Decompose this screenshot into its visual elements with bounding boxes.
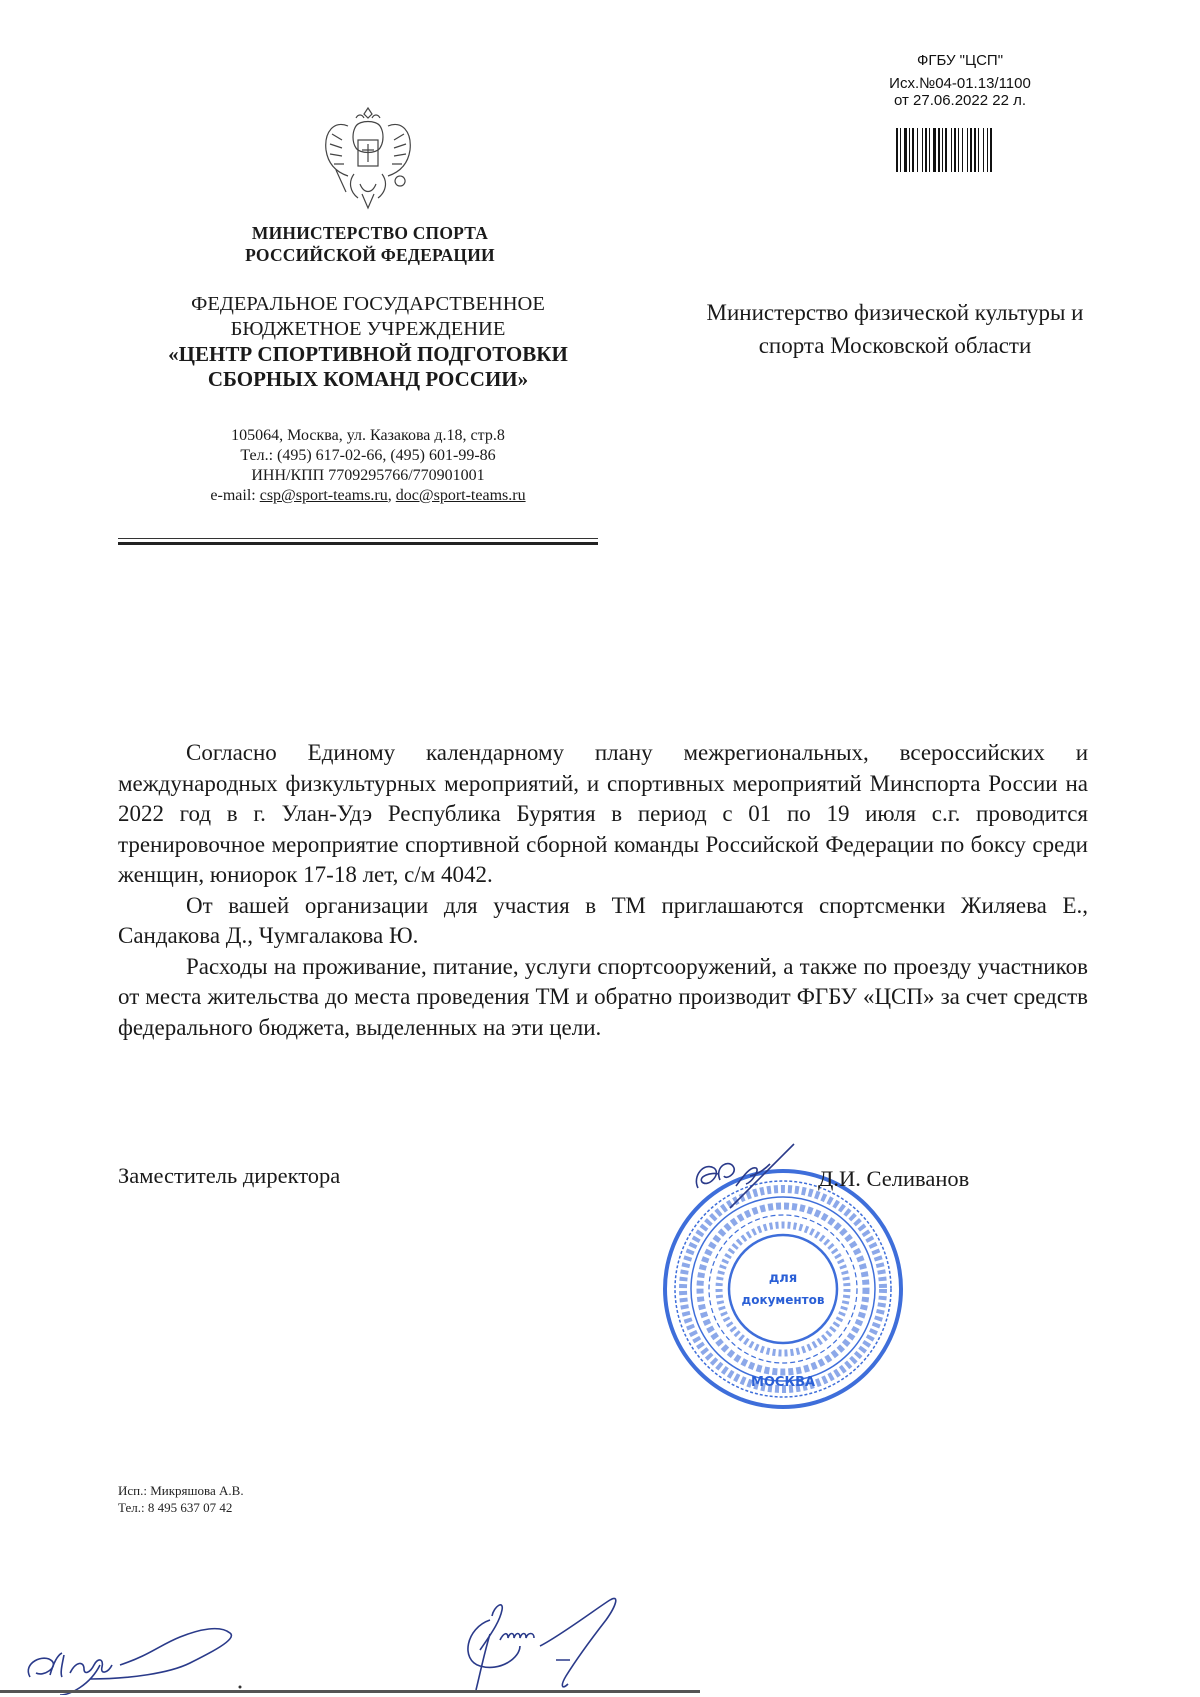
barcode-bar	[958, 128, 959, 172]
institution-name-line-1: «ЦЕНТР СПОРТИВНОЙ ПОДГОТОВКИ	[168, 342, 568, 366]
ministry-heading	[140, 222, 600, 266]
barcode-bar	[990, 128, 992, 172]
coat-of-arms-icon	[318, 104, 418, 216]
executor-block	[118, 1482, 244, 1516]
barcode	[896, 128, 1044, 172]
email-separator: ,	[387, 487, 392, 504]
registration-block	[860, 52, 1060, 109]
email-line	[118, 486, 618, 506]
barcode-bar	[909, 128, 910, 172]
handwritten-signature	[690, 1140, 800, 1210]
institution-line-2: БЮДЖЕТНОЕ УЧРЕЖДЕНИЕ	[230, 318, 506, 340]
bottom-divider	[0, 1690, 700, 1693]
institution-name-line-2: СБОРНЫХ КОМАНД РОССИИ»	[207, 367, 529, 391]
outgoing-number: Исх.№04-01.13/1100	[889, 75, 1031, 92]
bottom-signature-left	[20, 1625, 270, 1695]
institution-line-1: ФЕДЕРАЛЬНОЕ ГОСУДАРСТВЕННОЕ	[191, 293, 545, 315]
executor-name: Исп.: Микряшова А.В.	[118, 1483, 244, 1498]
barcode-bar	[978, 128, 979, 172]
barcode-bar	[967, 128, 968, 172]
recipient-line-1: Министерство физической культуры и	[706, 300, 1084, 325]
recipient-block	[650, 296, 1140, 362]
barcode-bar	[929, 128, 930, 172]
barcode-bar	[922, 128, 923, 172]
email-link-doc[interactable]: doc@sport-teams.ru	[395, 487, 526, 504]
stamp-center-text-2: документов	[741, 1293, 825, 1307]
barcode-bar	[925, 128, 927, 172]
body-paragraph: Расходы на проживание, питание, услуги спортсооружений, а также по проезду участников от места жительства до места проведения ТМ и обратно производит ФГБУ «ЦСП» за счет средств федерального бюджета, выделенных на эти цели.	[118, 953, 1088, 1040]
barcode-bar	[896, 128, 898, 172]
barcode-bar	[954, 128, 956, 172]
phones: Тел.: (495) 617-02-66, (495) 601-99-86	[240, 447, 496, 464]
email-label: e-mail:	[210, 487, 256, 504]
signer-title: Заместитель директора	[118, 1163, 341, 1188]
barcode-bar	[938, 128, 940, 172]
barcode-bar	[970, 128, 972, 172]
bottom-signature-right	[430, 1590, 660, 1695]
ministry-line-2: РОССИЙСКОЙ ФЕДЕРАЦИИ	[245, 245, 495, 265]
barcode-bar	[904, 128, 907, 172]
barcode-bar	[942, 128, 943, 172]
barcode-bar	[917, 128, 918, 172]
barcode-bar	[900, 128, 901, 172]
inn-kpp: ИНН/КПП 7709295766/770901001	[251, 467, 485, 484]
barcode-bar	[983, 128, 984, 172]
barcode-bar	[987, 128, 988, 172]
institution-heading	[118, 292, 618, 392]
stamp-center-text-1: для	[768, 1271, 798, 1286]
ministry-line-1: МИНИСТЕРСТВО СПОРТА	[251, 223, 489, 243]
registration-date: от 27.06.2022 22 л.	[893, 92, 1027, 109]
letter-body	[118, 738, 1088, 1043]
letterhead-divider-thick	[118, 542, 598, 545]
letterhead-divider-thin	[118, 538, 598, 539]
contacts-block	[118, 426, 618, 506]
barcode-bar	[951, 128, 952, 172]
recipient-line-2: спорта Московской области	[758, 333, 1032, 358]
signer-name: Д.И. Селиванов	[818, 1166, 970, 1191]
address: 105064, Москва, ул. Казакова д.18, стр.8	[231, 427, 505, 444]
registration-org: ФГБУ "ЦСП"	[916, 52, 1004, 69]
barcode-bar	[974, 128, 976, 172]
body-paragraph: От вашей организации для участия в ТМ приглашаются спортсменки Жиляева Е., Сандакова Д., Чумгалакова Ю.	[118, 892, 1088, 948]
email-link-csp[interactable]: csp@sport-teams.ru	[259, 487, 388, 504]
stamp-city: МОСКВА	[750, 1375, 816, 1390]
barcode-bar	[933, 128, 936, 172]
executor-phone: Тел.: 8 495 637 07 42	[118, 1500, 233, 1515]
barcode-bar	[945, 128, 947, 172]
barcode-bar	[962, 128, 963, 172]
barcode-bar	[912, 128, 914, 172]
body-paragraph: Согласно Единому календарному плану межрегиональных, всероссийских и международных физкультурных мероприятий, и спортивных мероприятий Минспорта России на 2022 год в г. Улан-Удэ Республика Бурятия в период с 01 по 19 июля с.г. проводится тренировочное мероприятие спортивной сборной команды Российской Федерации по боксу среди женщин, юниорок 17-18 лет, с/м 4042.	[118, 740, 1088, 887]
